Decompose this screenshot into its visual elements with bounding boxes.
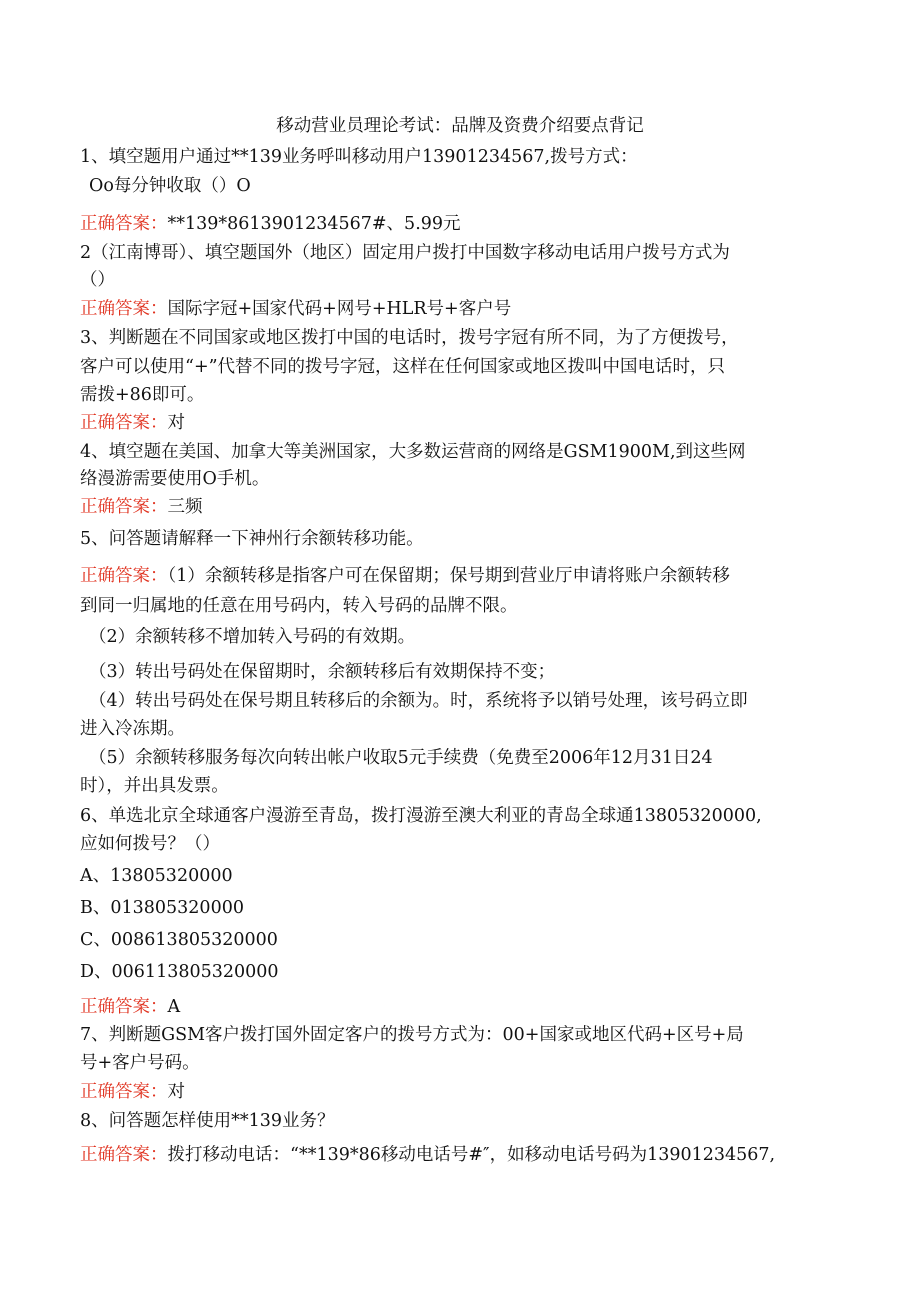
answer-8 [80,1143,775,1167]
answer-5-item-1-cont: 到同一归属地的任意在用号码内，转入号码的品牌不限。 [80,596,518,616]
question-7-text: 7、判断题GSM客户拨打国外固定客户的拨号方式为：00+国家或地区代码+区号+局 [80,1025,744,1045]
answer-8-value: 拨打移动电话：“**139*86移动电话号#″，如移动电话号码为13901234567, [167,1145,776,1165]
answer-4-value: 三频 [167,497,203,517]
answer-6-value: A [167,997,181,1017]
question-3-text-cont: 客户可以使用“+”代替不同的拨号字冠，这样在任何国家或地区拨叫中国电话时，只 [80,357,726,377]
question-3-text-cont2: 需拨+86即可。 [80,385,205,405]
answer-1-value: **139*8613901234567#、5.99元 [167,214,461,234]
answer-label: 正确答案： [80,566,168,586]
answer-label: 正确答案： [80,1082,168,1102]
question-4-text: 4、填空题在美国、加拿大等美洲国家，大多数运营商的网络是GSM1900M,到这些网 [80,442,746,462]
answer-5-item-3: （3）转出号码处在保留期时，余额转移后有效期保持不变； [89,662,556,682]
answer-label: 正确答案： [80,497,168,517]
answer-5-item-5: （5）余额转移服务每次向转出帐户收取5元手续费（免费至2006年12月31日24 [89,748,713,768]
question-2-text-cont: （） [80,270,115,290]
answer-5-item-1: （1）余额转移是指客户可在保留期；保号期到营业厅申请将账户余额转移 [167,566,730,586]
answer-label: 正确答案： [80,413,168,433]
answer-1 [80,212,461,236]
document-title: 移动营业员理论考试：品牌及资费介绍要点背记 [276,116,644,136]
answer-5-item-2: （2）余额转移不增加转入号码的有效期。 [89,627,416,647]
question-1-text: 1、填空题用户通过**139业务呼叫移动用户13901234567,拨号方式： [80,147,638,167]
question-2-text: 2（江南博哥）、填空题国外（地区）固定用户拨打中国数字移动电话用户拨号方式为 [80,243,730,263]
option-c: C、008613805320000 [80,930,278,950]
option-b: B、013805320000 [80,898,244,918]
answer-label: 正确答案： [80,1145,168,1165]
question-4-text-cont: 络漫游需要使用O手机。 [80,469,270,489]
question-3-text: 3、判断题在不同国家或地区拨打中国的电话时，拨号字冠有所不同，为了方便拨号， [80,328,739,348]
answer-5-item-4-cont: 进入冷冻期。 [80,719,185,739]
answer-7-value: 对 [167,1082,185,1102]
answer-2-value: 国际字冠+国家代码+网号+HLR号+客户号 [167,299,512,319]
question-6-text-cont: 应如何拨号？（） [80,834,220,854]
question-8-text: 8、问答题怎样使用**139业务？ [80,1111,335,1131]
answer-4 [80,495,203,519]
option-a: A、13805320000 [80,866,233,886]
question-7-text-cont: 号+客户号码。 [80,1053,200,1073]
answer-label: 正确答案： [80,299,168,319]
option-d: D、006113805320000 [80,962,279,982]
answer-7 [80,1080,185,1104]
answer-2 [80,297,511,321]
answer-label: 正确答案： [80,997,168,1017]
question-5-text: 5、问答题请解释一下神州行余额转移功能。 [80,529,424,549]
answer-5-item-5-cont: 时），并出具发票。 [80,776,229,796]
answer-3 [80,411,185,435]
answer-5 [80,564,730,588]
answer-5-item-4: （4）转出号码处在保号期且转移后的余额为。时，系统将予以销号处理，该号码立即 [89,691,748,711]
answer-6 [80,995,180,1019]
question-1-text-cont: Oo每分钟收取（）O [89,176,251,196]
answer-label: 正确答案： [80,214,168,234]
question-6-text: 6、单选北京全球通客户漫游至青岛，拨打漫游至澳大利亚的青岛全球通13805320000, [80,806,762,826]
answer-3-value: 对 [167,413,185,433]
